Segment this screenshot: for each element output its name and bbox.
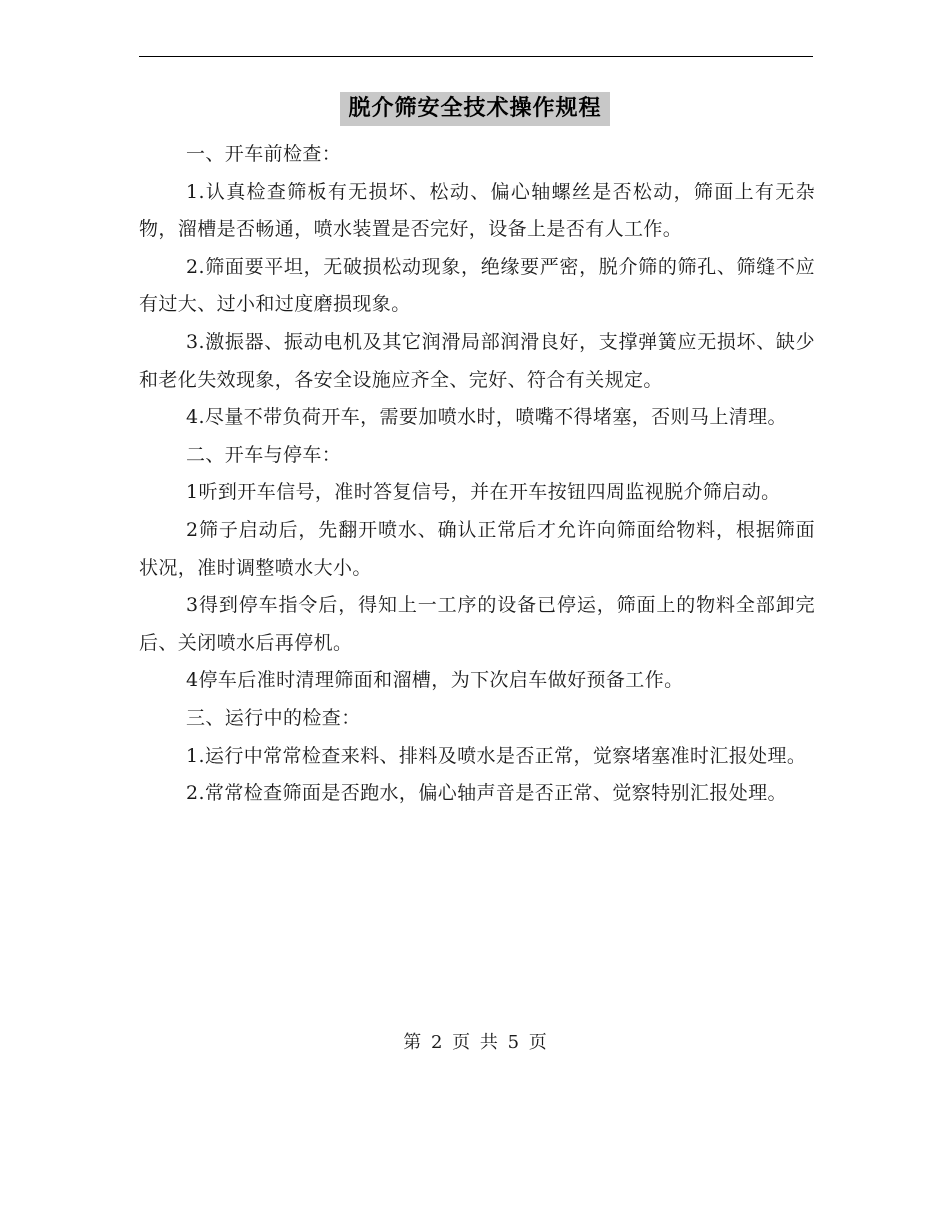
paragraph: 4停车后准时清理筛面和溜槽，为下次启车做好预备工作。: [186, 669, 684, 692]
section-heading: 一、开车前检查：: [186, 143, 342, 165]
paragraph: 1.运行中常常检查来料、排料及喷水是否正常，觉察堵塞准时汇报处理。: [186, 744, 807, 767]
section-heading: 三、运行中的检查：: [186, 706, 361, 729]
page-number: 第 2 页 共 5 页: [403, 1032, 547, 1053]
document-body: [139, 136, 815, 813]
header-rule: [139, 56, 813, 57]
paragraph: 3得到停车指令后，得知上一工序的设备已停运，筛面上的物料全部卸完后、关闭喷水后再停机。: [139, 594, 815, 654]
document-title: 脱介筛安全技术操作规程: [340, 92, 609, 126]
paragraph: 3.激振器、振动电机及其它润滑局部润滑良好，支撑弹簧应无损坏、缺少和老化失效现象，各安全设施应齐全、完好、符合有关规定。: [139, 330, 815, 391]
title-container: [0, 92, 950, 126]
paragraph: 1听到开车信号，准时答复信号，并在开车按钮四周监视脱介筛启动。: [186, 481, 781, 504]
paragraph: 2.筛面要平坦，无破损松动现象，绝缘要严密，脱介筛的筛孔、筛缝不应有过大、过小和过度磨损现象。: [139, 255, 815, 316]
paragraph: 4.尽量不带负荷开车，需要加喷水时，喷嘴不得堵塞，否则马上清理。: [186, 406, 787, 429]
paragraph: 1.认真检查筛板有无损坏、松动、偏心轴螺丝是否松动，筛面上有无杂物，溜槽是否畅通，喷水装置是否完好，设备上是否有人工作。: [139, 180, 815, 241]
paragraph: 2.常常检查筛面是否跑水，偏心轴声音是否正常、觉察特别汇报处理。: [186, 782, 787, 805]
section-heading: 二、开车与停车：: [186, 443, 342, 466]
paragraph: 2筛子启动后，先翻开喷水、确认正常后才允许向筛面给物料，根据筛面状况，准时调整喷水大小。: [139, 518, 815, 579]
